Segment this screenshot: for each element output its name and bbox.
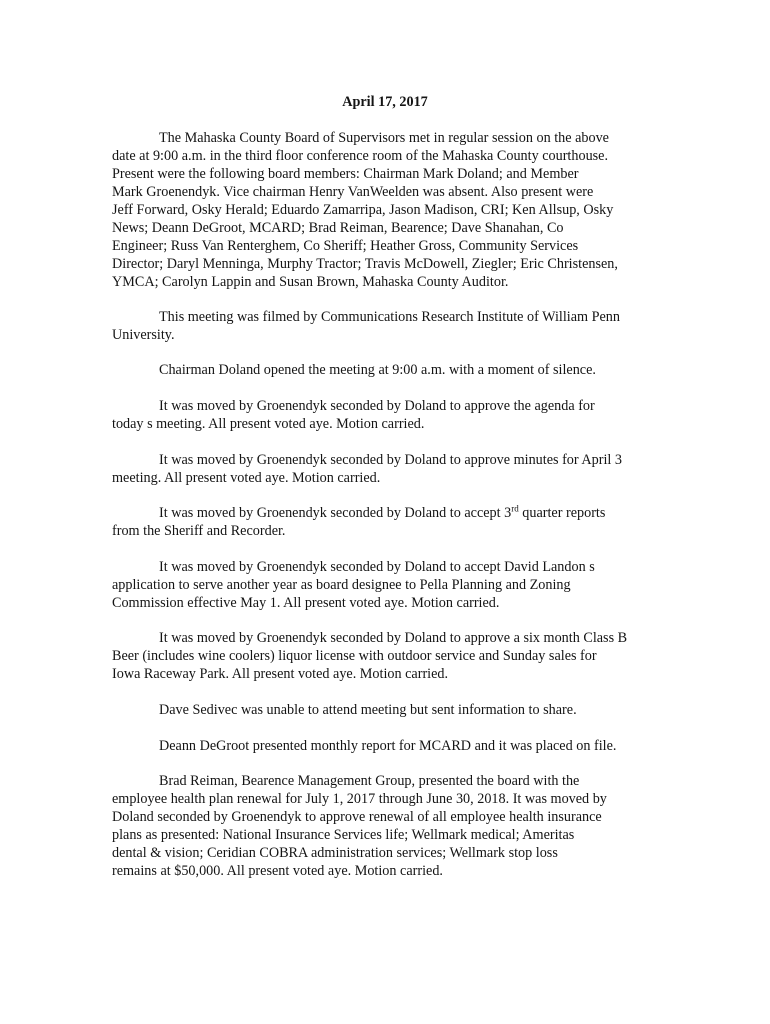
text-line: today s meeting. All present voted aye. Motion carried. — [112, 416, 425, 432]
text-line: It was moved by Groenendyk seconded by Doland to approve the agenda for — [159, 398, 595, 414]
text-line: from the Sheriff and Recorder. — [112, 523, 286, 539]
text-line: Present were the following board members: Chairman Mark Doland; and Member — [112, 166, 579, 182]
date-heading: April 17, 2017 — [342, 94, 428, 110]
text-line: Iowa Raceway Park. All present voted aye. Motion carried. — [112, 666, 449, 682]
paragraph-attendance — [112, 129, 660, 291]
text-line: Dave Sedivec was unable to attend meeting but sent information to share. — [159, 702, 577, 718]
paragraph-designee-motion — [112, 558, 660, 612]
paragraph-quarter-reports-motion — [112, 504, 660, 540]
text-line: This meeting was filmed by Communications Research Institute of William Penn — [159, 309, 620, 325]
text-segment: It was moved by Groenendyk seconded by Doland to accept 3 — [159, 505, 512, 521]
paragraph-sedivec — [112, 701, 660, 719]
text-line: The Mahaska County Board of Supervisors met in regular session on the above — [159, 130, 609, 146]
text-line: Director; Daryl Menninga, Murphy Tractor; Travis McDowell, Ziegler; Eric Christensen, — [112, 256, 618, 272]
paragraph-agenda-motion — [112, 397, 660, 433]
paragraph-opening — [112, 361, 660, 379]
text-line: It was moved by Groenendyk seconded by Doland to approve minutes for April 3 — [159, 452, 622, 468]
text-line: Engineer; Russ Van Renterghem, Co Sheriff; Heather Gross, Community Services — [112, 238, 579, 254]
paragraph-filming — [112, 308, 660, 344]
text-line: YMCA; Carolyn Lappin and Susan Brown, Mahaska County Auditor. — [112, 274, 509, 290]
text-line: Commission effective May 1. All present voted aye. Motion carried. — [112, 595, 500, 611]
paragraph-mcard-report — [112, 737, 660, 755]
text-line: Brad Reiman, Bearence Management Group, presented the board with the — [159, 773, 580, 789]
text-line: application to serve another year as board designee to Pella Planning and Zoning — [112, 577, 571, 593]
text-line: Mark Groenendyk. Vice chairman Henry VanWeelden was absent. Also present were — [112, 184, 594, 200]
text-line: Doland seconded by Groenendyk to approve renewal of all employee health insurance — [112, 809, 602, 825]
text-line: It was moved by Groenendyk seconded by Doland to accept David Landon s — [159, 559, 595, 575]
text-line: Beer (includes wine coolers) liquor license with outdoor service and Sunday sales for — [112, 648, 597, 664]
text-line — [112, 504, 660, 522]
text-line: It was moved by Groenendyk seconded by Doland to approve a six month Class B — [159, 630, 628, 646]
paragraph-liquor-license-motion — [112, 629, 660, 683]
paragraph-minutes-motion — [112, 451, 660, 487]
paragraph-health-plan — [112, 772, 660, 880]
text-line: University. — [112, 327, 175, 343]
text-line: remains at $50,000. All present voted aye. Motion carried. — [112, 863, 443, 879]
text-line: employee health plan renewal for July 1, 2017 through June 30, 2018. It was moved by — [112, 791, 607, 807]
text-line: date at 9:00 a.m. in the third floor conference room of the Mahaska County courthouse. — [112, 148, 609, 164]
text-line: Deann DeGroot presented monthly report for MCARD and it was placed on file. — [159, 738, 617, 754]
text-segment: quarter reports — [518, 505, 606, 521]
text-line: Chairman Doland opened the meeting at 9:00 a.m. with a moment of silence. — [159, 362, 596, 378]
text-line: meeting. All present voted aye. Motion carried. — [112, 470, 381, 486]
text-line: Jeff Forward, Osky Herald; Eduardo Zamarripa, Jason Madison, CRI; Ken Allsup, Osky — [112, 202, 614, 218]
text-line: plans as presented: National Insurance Services life; Wellmark medical; Ameritas — [112, 827, 575, 843]
text-line: dental & vision; Ceridian COBRA administration services; Wellmark stop loss — [112, 845, 558, 861]
ordinal-suffix: rd — [511, 503, 519, 514]
text-line: News; Deann DeGroot, MCARD; Brad Reiman, Bearence; Dave Shanahan, Co — [112, 220, 564, 236]
